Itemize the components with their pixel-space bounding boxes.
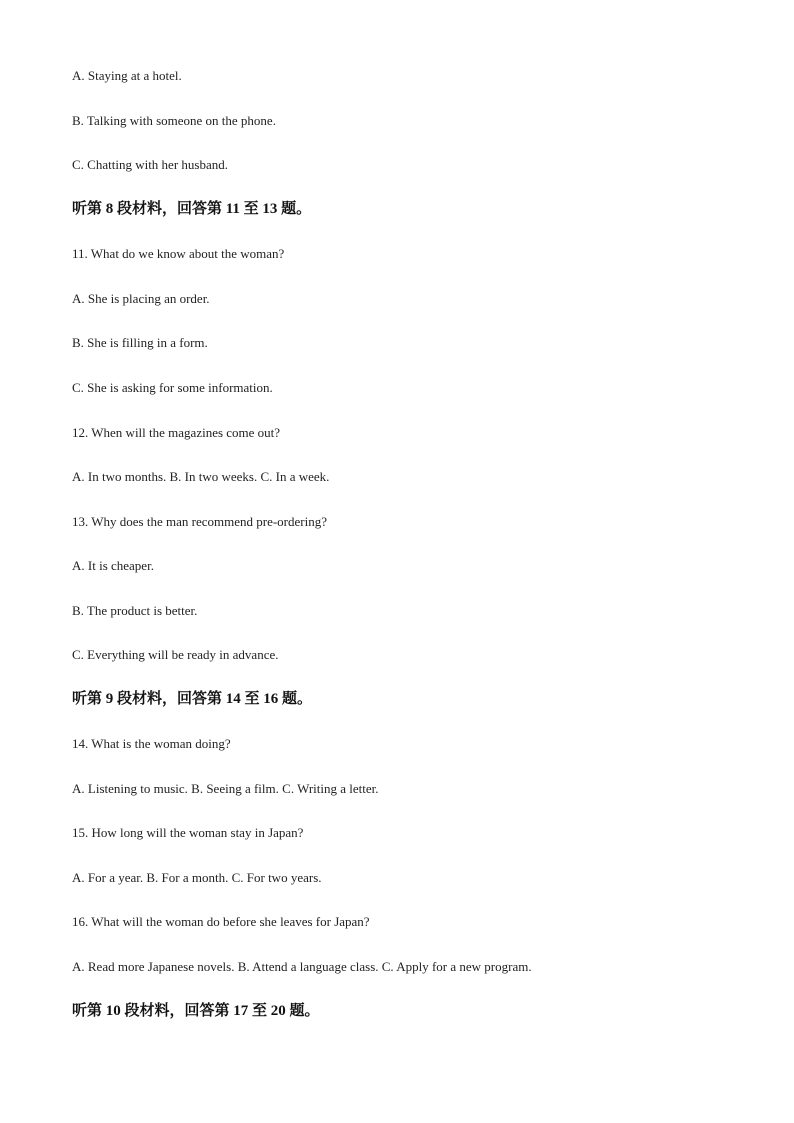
option-line: A. She is placing an order. <box>72 291 210 306</box>
option-line: A. It is cheaper. <box>72 558 154 573</box>
option-line: A. Listening to music. B. Seeing a film. C. Writing a letter. <box>72 781 379 796</box>
question-line: 13. Why does the man recommend pre-ordering? <box>72 514 327 529</box>
question-line: 12. When will the magazines come out? <box>72 425 281 440</box>
option-line: B. She is filling in a form. <box>72 335 208 350</box>
option-line: C. She is asking for some information. <box>72 380 273 395</box>
option-line: C. Everything will be ready in advance. <box>72 647 279 662</box>
option-line: A. In two months. B. In two weeks. C. In a week. <box>72 469 330 484</box>
question-line: 11. What do we know about the woman? <box>72 246 285 261</box>
section-heading: 听第 10 段材料，回答第 17 至 20 题。 <box>72 1003 320 1019</box>
option-line: A. For a year. B. For a month. C. For two years. <box>72 870 322 885</box>
question-line: 14. What is the woman doing? <box>72 736 231 751</box>
question-line: 15. How long will the woman stay in Japan? <box>72 825 304 840</box>
option-line: B. Talking with someone on the phone. <box>72 113 276 128</box>
option-line: B. The product is better. <box>72 603 198 618</box>
option-line: A. Staying at a hotel. <box>72 68 182 83</box>
option-line: A. Read more Japanese novels. B. Attend a language class. C. Apply for a new program. <box>72 959 532 974</box>
section-heading: 听第 9 段材料，回答第 14 至 16 题。 <box>72 691 313 707</box>
section-heading: 听第 8 段材料，回答第 11 至 13 题。 <box>72 201 312 217</box>
question-line: 16. What will the woman do before she leaves for Japan? <box>72 914 370 929</box>
option-line: C. Chatting with her husband. <box>72 157 228 172</box>
